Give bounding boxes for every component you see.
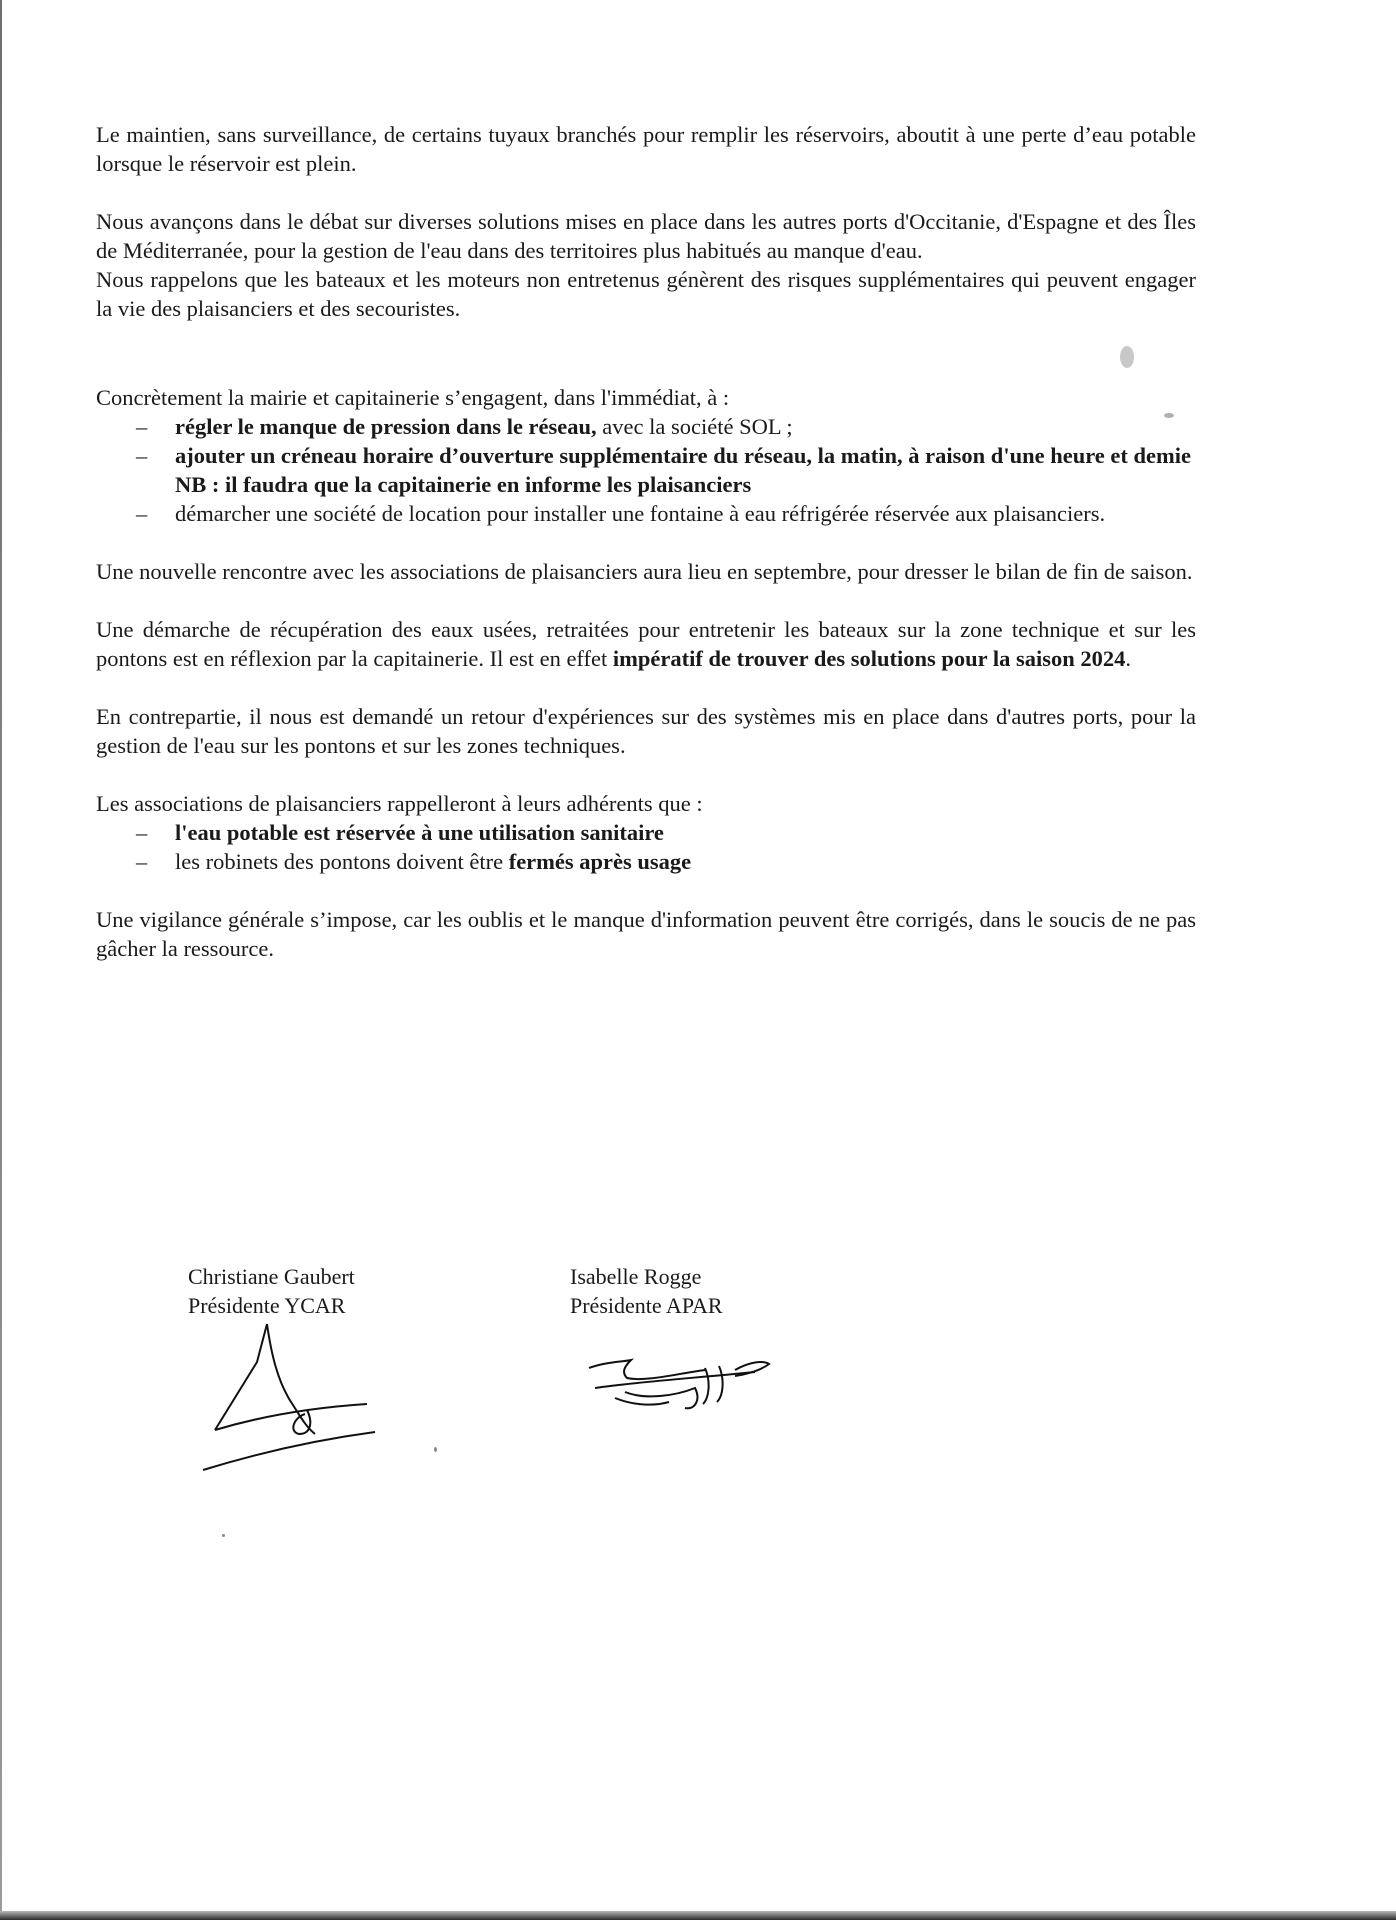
list-item: – démarcher une société de location pour installer une fontaine à eau réfrigérée réservée aux plaisanciers.	[96, 499, 1196, 528]
scan-speck	[1164, 413, 1174, 418]
signatory-role: Présidente YCAR	[188, 1293, 346, 1318]
paragraph-debate: Nous avançons dans le débat sur diverses solutions mises en place dans les autres ports d'Occitanie, d'Espagne et des Îles de Méditerranée, pour la gestion de l'eau dans des territoires plus habitués au manque d'eau.	[96, 209, 1196, 263]
scan-speck	[1120, 346, 1134, 368]
commitments-list	[96, 412, 1196, 528]
paragraph-reminders-intro: Les associations de plaisanciers rappelleront à leurs adhérents que :	[96, 791, 703, 816]
list-item: – régler le manque de pression dans le réseau, avec la société SOL ;	[96, 412, 1196, 441]
list-item: – les robinets des pontons doivent être fermés après usage	[96, 847, 1196, 876]
handwritten-signature-rogge	[585, 1352, 775, 1422]
list-item: – l'eau potable est réservée à une utilisation sanitaire	[96, 818, 1196, 847]
paragraph-next-meeting: Une nouvelle rencontre avec les associations de plaisanciers aura lieu en septembre, pour dresser le bilan de fin de saison.	[96, 559, 1193, 584]
paragraph-commitments-intro: Concrètement la mairie et capitainerie s’engagent, dans l'immédiat, à :	[96, 385, 730, 410]
paragraph-feedback: En contrepartie, il nous est demandé un retour d'expériences sur des systèmes mis en place dans d'autres ports, pour la gestion de l'eau sur les pontons et sur les zones techniques.	[96, 704, 1196, 758]
scan-speck	[222, 1534, 225, 1537]
scan-edge-left	[0, 0, 2, 1920]
scan-speck	[434, 1447, 437, 1452]
signatory-rogge	[570, 1262, 723, 1320]
handwritten-signature-gaubert	[195, 1322, 385, 1482]
scan-edge-bottom	[0, 1911, 1396, 1920]
signature-block	[0, 1262, 1396, 1562]
signatory-name: Christiane Gaubert	[188, 1264, 355, 1289]
paragraph-vigilance: Une vigilance générale s’impose, car les oublis et le manque d'information peuvent être corrigés, dans le soucis de ne pas gâcher la ressource.	[96, 907, 1196, 961]
reminders-list	[96, 818, 1196, 876]
signatory-name: Isabelle Rogge	[570, 1264, 702, 1289]
signatory-role: Présidente APAR	[570, 1293, 723, 1318]
paragraph-maintenance-risks: Nous rappelons que les bateaux et les moteurs non entretenus génèrent des risques supplémentaires qui peuvent engager la vie des plaisanciers et des secouristes.	[96, 267, 1196, 321]
nb-note: NB : il faudra que la capitainerie en informe les plaisanciers	[175, 472, 752, 497]
signatory-gaubert	[188, 1262, 355, 1320]
paragraph-wastewater: Une démarche de récupération des eaux usées, retraitées pour entretenir les bateaux sur la zone technique et sur les pontons est en réflexion par la capitainerie. Il est en effet impératif de trouver des solutions pour la saison 2024.	[96, 617, 1196, 671]
list-item: – ajouter un créneau horaire d’ouverture supplémentaire du réseau, la matin, à raison d'une heure et demie NB : il faudra que la capitainerie en informe les plaisanciers	[96, 441, 1196, 499]
letter-body	[96, 120, 1196, 963]
paragraph-hoses: Le maintien, sans surveillance, de certains tuyaux branchés pour remplir les réservoirs, aboutit à une perte d’eau potable lorsque le réservoir est plein.	[96, 122, 1196, 176]
